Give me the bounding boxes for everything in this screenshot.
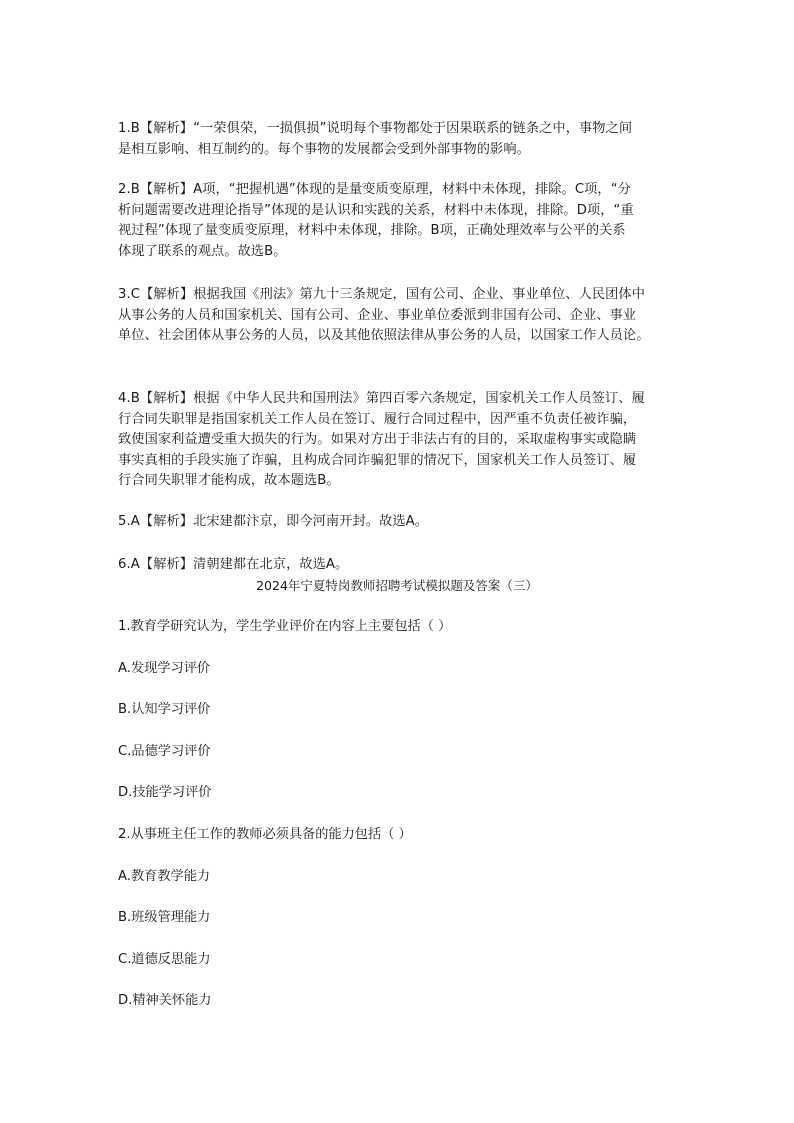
question-stem-2: 2.从事班主任工作的教师必须具备的能力包括（ ） — [118, 827, 412, 842]
answer-line: 体现了联系的观点。故选B。 — [118, 243, 287, 259]
answer-line: 5.A【解析】北宋建都汴京，即今河南开封。故选A。 — [118, 514, 429, 529]
answer-line: 行合同失职罪是指国家机关工作人员在签订、履行合同过程中，因严重不负责任被诈骗， — [118, 411, 637, 427]
answer-line: 是相互影响、相互制约的。每个事物的发展都会受到外部事物的影响。 — [118, 141, 530, 157]
question-1-option-b: B.认知学习评价 — [118, 702, 211, 717]
answer-paragraph-4 — [118, 389, 680, 492]
answer-line: 析问题需要改进理论指导”体现的是认识和实践的关系，材料中未体现，排除。D项，“重 — [118, 202, 634, 218]
question-1-option-c: C.品德学习评价 — [118, 744, 211, 759]
answer-line: 2.B【解析】A项，“把握机遇”体现的是量变质变原理，材料中未体现，排除。C项，“分 — [118, 182, 631, 197]
answer-paragraph-3 — [118, 285, 680, 347]
answer-line: 视过程”体现了量变质变原理，材料中未体现，排除。B项，正确处理效率与公平的关系 — [118, 223, 626, 238]
answer-paragraph-2 — [118, 180, 680, 262]
question-2-option-a: A.教育教学能力 — [118, 869, 211, 884]
answer-line: 4.B【解析】根据《中华人民共和国刑法》第四百零六条规定，国家机关工作人员签订、履 — [118, 391, 645, 406]
answer-line: 3.C【解析】根据我国《刑法》第九十三条规定，国有公司、企业、事业单位、人民团体中 — [118, 287, 646, 302]
section-title: 2024年宁夏特岗教师招聘考试模拟题及答案（三） — [256, 578, 538, 593]
answer-line: 1.B【解析】“一荣俱荣，一损俱损”说明每个事物都处于因果联系的链条之中，事物之间 — [118, 121, 633, 136]
answer-line: 从事公务的人员和国家机关、国有公司、企业、事业单位委派到非国有公司、企业、事业 — [118, 307, 637, 323]
answer-line: 行合同失职罪才能构成，故本题选B。 — [118, 473, 340, 488]
question-2-option-b: B.班级管理能力 — [118, 910, 211, 925]
answer-line: 致使国家利益遭受重大损失的行为。如果对方出于非法占有的目的，采取虚构事实或隐瞒 — [118, 432, 637, 447]
question-1-option-a: A.发现学习评价 — [118, 661, 211, 676]
question-2-option-d: D.精神关怀能力 — [118, 993, 212, 1008]
answer-line: 事实真相的手段实施了诈骗，且构成合同诈骗犯罪的情况下，国家机关工作人员签订、履 — [118, 452, 637, 468]
answer-paragraph-6 — [118, 555, 680, 576]
question-1-option-d: D.技能学习评价 — [118, 785, 212, 800]
answer-line: 6.A【解析】清朝建都在北京，故选A。 — [118, 557, 349, 572]
answer-paragraph-5 — [118, 512, 680, 533]
answer-paragraph-1 — [118, 119, 680, 160]
question-stem-1: 1.教育学研究认为，学生学业评价在内容上主要包括（ ） — [118, 619, 452, 634]
answer-line: 单位、社会团体从事公务的人员，以及其他依照法律从事公务的人员，以国家工作人员论。 — [118, 328, 650, 343]
question-2-option-c: C.道德反思能力 — [118, 952, 211, 967]
